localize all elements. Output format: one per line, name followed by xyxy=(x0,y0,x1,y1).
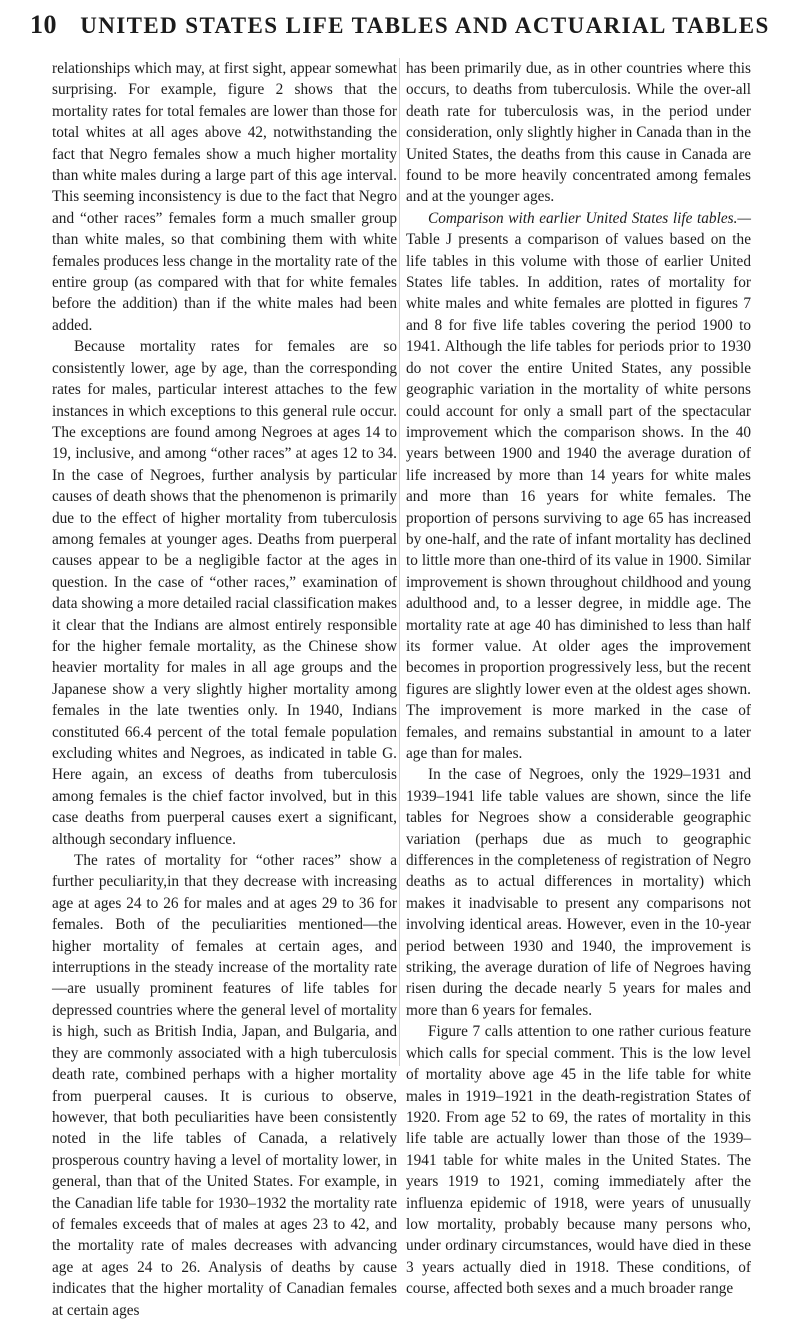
column-divider xyxy=(399,58,400,1066)
right-column xyxy=(406,58,751,1298)
paragraph-negroes-comparison: In the case of Negroes, only the 1929–1931 and 1939–1941 life table values are shown, since the life tables for Negroes show a considerable geographic variation (perhaps due as much to geographic differences in the completeness of registration of Negro deaths as to actual differences in mortality) which makes it inadvisable to present any comparisons not involving identical areas. However, even in the 10-year period between 1930 and 1940, the improvement is striking, the average duration of life of Negroes having risen during the decade nearly 5 years for males and more than 6 years for females. xyxy=(406,766,751,1019)
running-title: UNITED STATES LIFE TABLES AND ACTUARIAL TABLES xyxy=(80,13,770,38)
paragraph-continued: relationships which may, at first sight, appear somewhat surprising. For example, figure 2 shows that the mortality rates for total females are lower than those for total whites at all ages above 42, notwithstanding the fact that Negro females show a much higher mortality than white males during a large part of this age interval. This seeming inconsistency is due to the fact that Negro and “other races” females form a much smaller group than white males, so that combining them with white females produces less change in the mortality rate of the entire group (as compared with that for white females before the addition) than if the white males had been added. xyxy=(52,60,397,334)
paragraph-continued-right: has been primarily due, as in other countries where this occurs, to deaths from tuberculosis. While the over-all death rate for tuberculosis was, in the period under consideration, only slightly higher in Canada than in the United States, the deaths from this cause in Canada are found to be more heavily concentrated among females and at the younger ages. xyxy=(406,60,751,206)
page-number: 10 xyxy=(30,10,57,39)
paragraph-comparison-earlier-tables xyxy=(406,208,751,765)
paragraph-figure-7-feature: Figure 7 calls attention to one rather curious feature which calls for special comment. This is the low level of mortality above age 45 in the life table for white males in 1919–1921 in the death-registration States of 1920. From age 52 to 69, the rates of mortality in this life table are actually lower than those of the 1939–1941 table for white males in the United States. The years 1919 to 1921, coming immediately after the influenza epidemic of 1918, were years of unusually low mortality, probably because many persons who, under ordinary circumstances, would have died in these 3 years actually died in 1918. These conditions, of course, affected both sexes and a much broader range xyxy=(406,1023,751,1298)
paragraph-female-exceptions: Because mortality rates for females are so consistently lower, age by age, than the corresponding rates for males, particular interest attaches to the few instances in which exceptions to this general rule occur. The exceptions are found among Negroes at ages 14 to 19, inclusive, and among “other races” at ages 12 to 34. In the case of Negroes, further analysis by particular causes of death shows that the phenomenon is primarily due to the effect of higher mortality from tuberculosis among females at younger ages. Deaths from puerperal causes appear to be a negligible factor at the ages in question. In the case of “other races,” examination of data showing a more detailed racial classification makes it clear that the Indians are almost entirely responsible for the higher female mortality, as the Chinese show heavier mortality for males in all age groups and the Japanese show a very slightly higher mortality among females in the late twenties only. In 1940, Indians constituted 66.4 percent of the total female population excluding whites and Negroes, as indicated in table G. Here again, an excess of deaths from tuberculosis among females is the chief factor involved, but in this case deaths from puerperal causes exert a significant, although secondary influence. xyxy=(52,338,397,848)
running-head xyxy=(30,10,772,44)
paragraph-comparison-body: Table J presents a comparison of values based on the life tables in this volume with those of earlier United States life tables. In addition, rates of mortality for white males and white females are plotted in figures 7 and 8 for five life tables covering the period 1900 to 1941. Although the life tables for periods prior to 1930 do not cover the entire United States, any possible geographic variation in the mortality of white persons could account for only a small part of the spectacular improvement which the comparison shows. In the 40 years between 1900 and 1940 the average duration of life increased by more than 14 years for white males and more than 16 years for white females. The proportion of persons surviving to age 65 has increased by one-half, and the rate of infant mortality has declined to little more than one-third of its value in 1900. Similar improvement is shown throughout childhood and young adulthood and, to a lesser degree, in middle age. The mortality rate at age 40 has diminished to less than half its former value. At older ages the improvement becomes in proportion progressively less, but the recent figures are slightly lower even at the oldest ages shown. The improvement is more marked in the case of females, and remains substantial in amount to a later age than for males. xyxy=(406,231,751,762)
run-in-heading: Comparison with earlier United States life tables.— xyxy=(428,209,751,227)
paragraph-other-races-peculiarity: The rates of mortality for “other races” show a further peculiarity,in that they decrease with increasing age at ages 24 to 26 for males and at ages 29 to 36 for females. Both of the peculiarities mentioned—the higher mortality of females at certain ages, and interruptions in the steady increase of the mortality rate—are usually prominent features of life tables for depressed countries where the general level of mortality is high, such as British India, Japan, and Bulgaria, and they are commonly associated with a high tuberculosis death rate, combined perhaps with a higher mortality from puerperal causes. It is curious to observe, however, that both peculiarities have been consistently noted in the life tables of Canada, a relatively prosperous country having a level of mortality lower, in general, than that of the United States. For example, in the Canadian life table for 1930–1932 the mortality rate of females exceeds that of males at ages 23 to 42, and the mortality rate of males decreases with advancing age at ages 24 to 26. Analysis of deaths by cause indicates that the higher mortality of Canadian females at certain ages xyxy=(52,852,397,1319)
left-column xyxy=(52,58,397,1319)
